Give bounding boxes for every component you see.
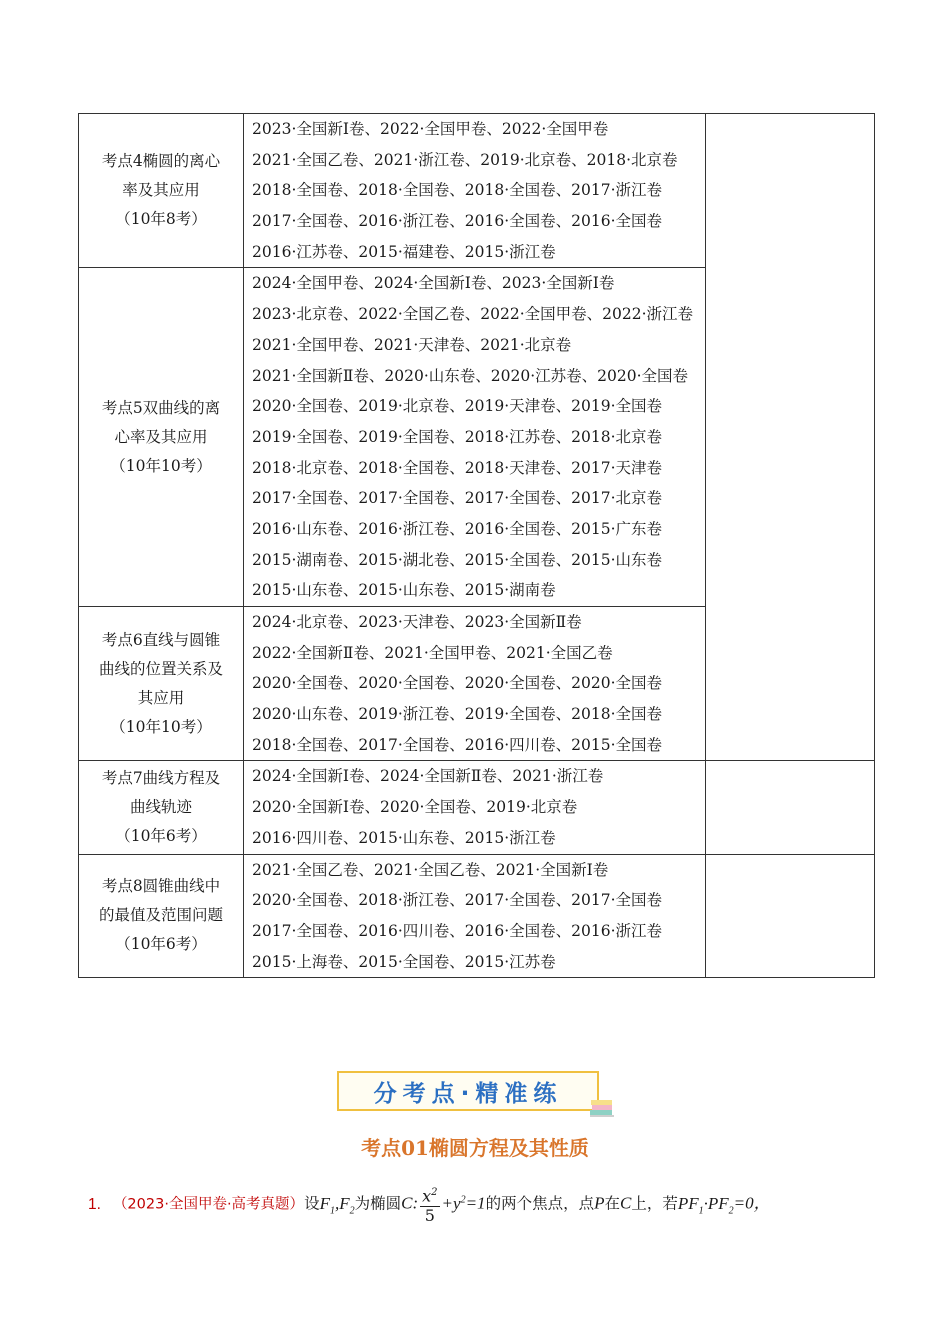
math-foci: $F_1,F_2$ (319, 1193, 355, 1217)
topic-line: 考点7曲线方程及 (101, 768, 221, 787)
math-colon: : (412, 1193, 419, 1213)
topic-line: （10年8考） (115, 210, 207, 229)
topic-line: 的最值及范围问题 (98, 906, 223, 925)
practice-banner (337, 1071, 599, 1111)
topic-line: 曲线轨迹 (129, 797, 192, 816)
question-text-3: 的两个焦点，点 (485, 1194, 595, 1213)
empty-cell (706, 761, 875, 854)
topic-line: 考点8圆锥曲线中 (101, 877, 221, 896)
paper-line: 2017·全国卷、2017·全国卷、2017·全国卷、2017·北京卷 (252, 489, 662, 508)
math-eq1: =1 (465, 1193, 486, 1213)
table-row (79, 854, 875, 978)
paper-line: 2024·全国新Ⅰ卷、2024·全国新Ⅱ卷、2021·浙江卷 (252, 767, 604, 786)
paper-line: 2021·全国乙卷、2021·全国乙卷、2021·全国新Ⅰ卷 (252, 860, 609, 879)
table-row (79, 114, 875, 268)
papers-cell (244, 114, 706, 268)
question-number: 1. (88, 1195, 101, 1213)
paper-line: 2016·四川卷、2015·山东卷、2015·浙江卷 (252, 828, 556, 847)
table-row (79, 761, 875, 854)
paper-line: 2017·全国卷、2016·浙江卷、2016·全国卷、2016·全国卷 (252, 212, 662, 231)
banner-text: 分考点·精准练 (373, 1080, 563, 1107)
math-eq0: =0， (733, 1193, 771, 1213)
question-1 (88, 1180, 888, 1226)
question-text-5: 上，若 (631, 1194, 678, 1213)
books-icon (588, 1096, 616, 1118)
topic-line: 曲线的位置关系及 (98, 659, 223, 678)
empty-cell (706, 114, 875, 761)
paper-line: 2023·北京卷、2022·全国乙卷、2022·全国甲卷、2022·浙江卷 (252, 305, 693, 324)
section-title: 考点01椭圆方程及其性质 (361, 1136, 589, 1160)
paper-line: 2020·全国卷、2019·北京卷、2019·天津卷、2019·全国卷 (252, 397, 662, 416)
math-fraction: $\frac{x^2}{5}$ (420, 1184, 439, 1224)
topic-cell (79, 114, 244, 268)
papers-cell (244, 761, 706, 854)
topic-line: （10年10考） (110, 456, 212, 475)
question-source: （2023·全国甲卷·高考真题） (112, 1196, 305, 1213)
topic-line: 考点5双曲线的离 (101, 398, 221, 417)
paper-line: 2023·全国新Ⅰ卷、2022·全国甲卷、2022·全国甲卷 (252, 120, 609, 138)
paper-line: 2015·湖南卷、2015·湖北卷、2015·全国卷、2015·山东卷 (252, 550, 662, 569)
topic-cell (79, 761, 244, 854)
papers-cell (244, 268, 706, 607)
math-point: P (594, 1193, 605, 1213)
topic-line: （10年6考） (115, 935, 207, 954)
paper-line: 2018·全国卷、2017·全国卷、2016·四川卷、2015·全国卷 (252, 735, 662, 754)
paper-line: 2018·全国卷、2018·全国卷、2018·全国卷、2017·浙江卷 (252, 181, 662, 200)
topic-cell (79, 268, 244, 607)
math-y2: $y^2$ (453, 1193, 466, 1213)
topic-cell (79, 854, 244, 978)
topic-line: 考点4椭圆的离心 (101, 152, 221, 171)
question-text-4: 在 (604, 1194, 620, 1213)
paper-line: 2020·山东卷、2019·浙江卷、2019·全国卷、2018·全国卷 (252, 705, 662, 724)
topic-line: 考点6直线与圆锥 (101, 630, 221, 649)
paper-line: 2024·北京卷、2023·天津卷、2023·全国新Ⅱ卷 (252, 613, 582, 631)
papers-cell (244, 854, 706, 978)
topic-line: 心率及其应用 (114, 427, 208, 446)
math-curve: C (401, 1193, 413, 1213)
paper-line: 2015·上海卷、2015·全国卷、2015·江苏卷 (252, 952, 556, 971)
paper-line: 2017·全国卷、2016·四川卷、2016·全国卷、2016·浙江卷 (252, 921, 662, 940)
topic-line: 其应用 (137, 688, 185, 707)
empty-cell (706, 854, 875, 978)
paper-line: 2020·全国卷、2020·全国卷、2020·全国卷、2020·全国卷 (252, 674, 662, 693)
question-text-2: 为椭圆 (354, 1194, 402, 1213)
paper-line: 2019·全国卷、2019·全国卷、2018·江苏卷、2018·北京卷 (252, 427, 662, 446)
paper-line: 2015·山东卷、2015·山东卷、2015·湖南卷 (252, 581, 556, 600)
paper-line: 2022·全国新Ⅱ卷、2021·全国甲卷、2021·全国乙卷 (252, 643, 613, 662)
paper-line: 2020·全国新Ⅰ卷、2020·全国卷、2019·北京卷 (252, 798, 578, 817)
topic-line: 率及其应用 (122, 181, 200, 200)
paper-line: 2016·山东卷、2016·浙江卷、2016·全国卷、2015·广东卷 (252, 519, 662, 538)
topic-line: （10年10考） (110, 717, 212, 736)
papers-cell (244, 607, 706, 761)
topic-line: （10年6考） (115, 826, 207, 845)
paper-line: 2020·全国卷、2018·浙江卷、2017·全国卷、2017·全国卷 (252, 891, 662, 910)
paper-line: 2018·北京卷、2018·全国卷、2018·天津卷、2017·天津卷 (252, 458, 662, 477)
math-dot-product: $PF_1\cdot PF_2$ (677, 1193, 734, 1217)
paper-line: 2021·全国乙卷、2021·浙江卷、2019·北京卷、2018·北京卷 (252, 150, 678, 169)
topic-cell (79, 607, 244, 761)
paper-line: 2016·江苏卷、2015·福建卷、2015·浙江卷 (252, 242, 556, 261)
paper-line: 2024·全国甲卷、2024·全国新Ⅰ卷、2023·全国新Ⅰ卷 (252, 274, 615, 293)
math-curve-2: C (619, 1193, 632, 1213)
math-plus: + (441, 1193, 454, 1213)
question-text-1: 设 (304, 1194, 320, 1213)
paper-line: 2021·全国新Ⅱ卷、2020·山东卷、2020·江苏卷、2020·全国卷 (252, 366, 689, 385)
paper-line: 2021·全国甲卷、2021·天津卷、2021·北京卷 (252, 335, 572, 354)
exam-topic-table (78, 113, 875, 978)
